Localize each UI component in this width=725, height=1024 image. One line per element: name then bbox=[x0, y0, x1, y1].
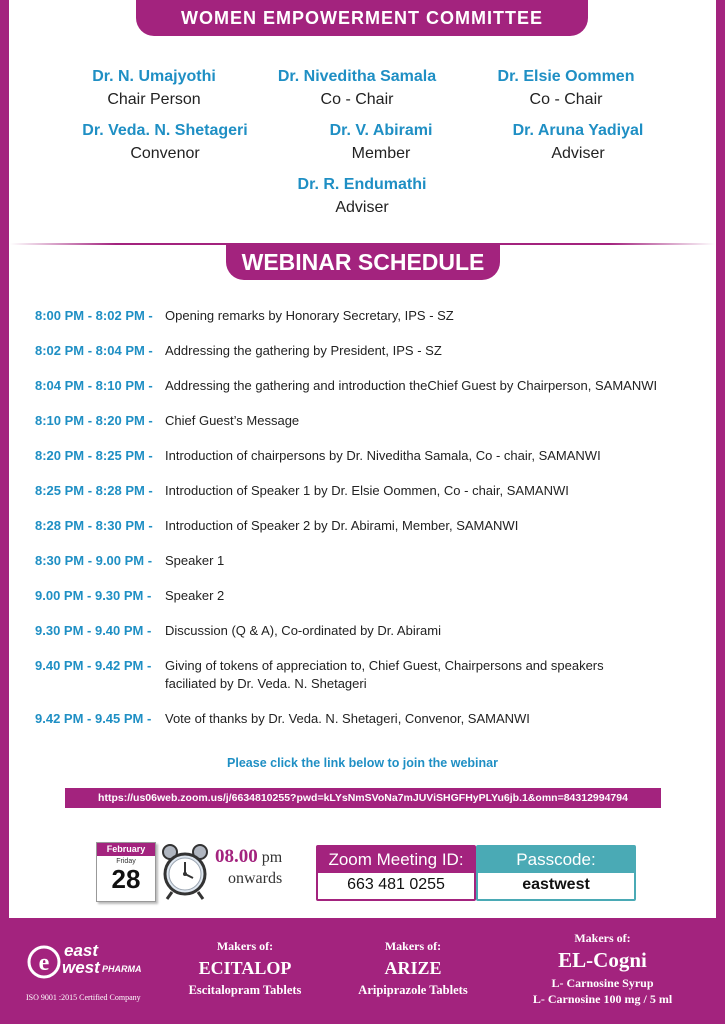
committee-member bbox=[242, 175, 482, 219]
schedule-desc: Opening remarks by Honorary Secretary, IPS - SZ bbox=[165, 308, 454, 323]
join-instruction: Please click the link below to join the webinar bbox=[227, 756, 498, 770]
schedule-desc-line: Giving of tokens of appreciation to, Chief Guest, Chairpersons and speakers bbox=[165, 658, 604, 673]
member-name: Dr. V. Abirami bbox=[329, 122, 433, 139]
webinar-link[interactable]: https://us06web.zoom.us/j/6634810255?pwd=kLYsNmSVoNa7mJUViSHGFHyPLYu6jb.1&omn=84312994794 bbox=[65, 788, 661, 808]
schedule-desc: Speaker 2 bbox=[165, 588, 225, 603]
svg-text:e: e bbox=[38, 950, 50, 976]
product-generic: Aripiprazole Tablets bbox=[358, 983, 468, 997]
makers-label: Makers of: bbox=[216, 939, 274, 953]
schedule-time: 8:04 PM - 8:10 PM - bbox=[35, 378, 153, 393]
logo-east: east bbox=[64, 941, 99, 960]
schedule-list bbox=[35, 307, 705, 745]
member-name: Dr. Aruna Yadiyal bbox=[512, 122, 644, 139]
product-brand: EL-Cogni bbox=[558, 948, 647, 972]
event-time-value: 08.00 bbox=[215, 846, 258, 867]
schedule-time: 8:00 PM - 8:02 PM - bbox=[35, 308, 153, 323]
member-name: Dr. N. Umajyothi bbox=[92, 68, 216, 85]
schedule-time: 8:30 PM - 9.00 PM - bbox=[35, 553, 153, 568]
schedule-time: 8:28 PM - 8:30 PM - bbox=[35, 518, 153, 533]
schedule-time: 8:02 PM - 8:04 PM - bbox=[35, 343, 153, 358]
schedule-item bbox=[35, 587, 705, 605]
member-role: Adviser bbox=[335, 199, 389, 216]
schedule-item bbox=[35, 552, 705, 570]
schedule-desc-line: faciliated by Dr. Veda. N. Shetageri bbox=[165, 676, 367, 691]
schedule-desc: Chief Guest’s Message bbox=[165, 413, 300, 428]
product-ecitalop bbox=[160, 939, 330, 998]
schedule-time: 8:10 PM - 8:20 PM - bbox=[35, 413, 153, 428]
member-role: Co - Chair bbox=[529, 91, 603, 108]
member-name: Dr. R. Endumathi bbox=[297, 176, 427, 193]
calendar-month: February bbox=[97, 843, 155, 856]
schedule-time: 9.42 PM - 9.45 PM - bbox=[35, 711, 152, 726]
member-name: Dr. Elsie Oommen bbox=[497, 68, 635, 85]
committee-title: WOMEN EMPOWERMENT COMMITTEE bbox=[136, 0, 588, 36]
zoom-meeting-id-box bbox=[316, 845, 476, 901]
passcode-box bbox=[476, 845, 636, 901]
schedule-desc: Introduction of Speaker 2 by Dr. Abirami, Member, SAMANWI bbox=[165, 518, 519, 533]
schedule-item bbox=[35, 307, 705, 325]
member-name: Dr. Niveditha Samala bbox=[277, 68, 437, 85]
event-time-unit: pm bbox=[261, 849, 283, 866]
schedule-desc bbox=[165, 657, 705, 693]
product-generic: L- Carnosine Syrup bbox=[551, 976, 654, 990]
schedule-time: 9.40 PM - 9.42 PM - bbox=[35, 658, 152, 673]
logo-pharma: PHARMA bbox=[102, 964, 142, 974]
makers-label: Makers of: bbox=[384, 939, 442, 953]
committee-member bbox=[458, 121, 698, 165]
schedule-item bbox=[35, 412, 705, 430]
schedule-item bbox=[35, 482, 705, 500]
schedule-item bbox=[35, 517, 705, 535]
footer bbox=[0, 918, 725, 1024]
schedule-title: WEBINAR SCHEDULE bbox=[226, 244, 500, 280]
member-role: Co - Chair bbox=[320, 91, 394, 108]
makers-label: Makers of: bbox=[574, 931, 631, 945]
passcode-label: Passcode: bbox=[478, 847, 634, 873]
schedule-desc: Discussion (Q & A), Co-ordinated by Dr. Abirami bbox=[165, 623, 441, 638]
event-time bbox=[215, 846, 282, 888]
schedule-item bbox=[35, 377, 705, 395]
schedule-desc: Addressing the gathering by President, IPS - SZ bbox=[165, 343, 442, 358]
calendar-weekday: Friday bbox=[116, 858, 136, 865]
schedule-desc: Speaker 1 bbox=[165, 553, 225, 568]
member-name: Dr. Veda. N. Shetageri bbox=[82, 122, 248, 139]
product-brand: ARIZE bbox=[384, 958, 442, 978]
alarm-clock-icon bbox=[160, 842, 210, 905]
product-el-cogni bbox=[500, 931, 705, 1007]
schedule-time: 8:20 PM - 8:25 PM - bbox=[35, 448, 153, 463]
passcode-value: eastwest bbox=[522, 876, 590, 893]
zoom-id-label: Zoom Meeting ID: bbox=[318, 847, 474, 873]
schedule-desc: Introduction of chairpersons by Dr. Niveditha Samala, Co - chair, SAMANWI bbox=[165, 448, 601, 463]
zoom-id-value: 663 481 0255 bbox=[347, 876, 445, 893]
product-dosage: L- Carnosine 100 mg / 5 ml bbox=[532, 992, 673, 1006]
logo-west: west bbox=[62, 958, 100, 977]
committee-member bbox=[237, 67, 477, 111]
certification-text: ISO 9001 :2015 Certified Company bbox=[26, 993, 141, 1002]
calendar-icon bbox=[96, 842, 156, 902]
schedule-time: 9.30 PM - 9.40 PM - bbox=[35, 623, 152, 638]
product-brand: ECITALOP bbox=[198, 958, 292, 978]
schedule-item bbox=[35, 447, 705, 465]
eastwest-logo bbox=[26, 940, 156, 1002]
schedule-time: 8:25 PM - 8:28 PM - bbox=[35, 483, 153, 498]
schedule-item bbox=[35, 710, 705, 728]
member-role: Convenor bbox=[130, 145, 200, 162]
schedule-desc: Vote of thanks by Dr. Veda. N. Shetageri, Convenor, SAMANWI bbox=[165, 711, 530, 726]
schedule-desc: Addressing the gathering and introduction theChief Guest by Chairperson, SAMANWI bbox=[165, 378, 658, 393]
product-arize bbox=[333, 939, 493, 998]
committee-member bbox=[45, 121, 285, 165]
schedule-item bbox=[35, 342, 705, 360]
member-role: Chair Person bbox=[107, 91, 201, 108]
schedule-time: 9.00 PM - 9.30 PM - bbox=[35, 588, 152, 603]
schedule-desc: Introduction of Speaker 1 by Dr. Elsie Oommen, Co - chair, SAMANWI bbox=[165, 483, 569, 498]
calendar-day: 28 bbox=[111, 864, 141, 894]
member-role: Adviser bbox=[551, 145, 605, 162]
schedule-item bbox=[35, 657, 705, 693]
member-role: Member bbox=[351, 145, 411, 162]
event-time-onwards: onwards bbox=[227, 870, 283, 887]
committee-member bbox=[446, 67, 686, 111]
product-generic: Escitalopram Tablets bbox=[188, 983, 302, 997]
schedule-item bbox=[35, 622, 705, 640]
